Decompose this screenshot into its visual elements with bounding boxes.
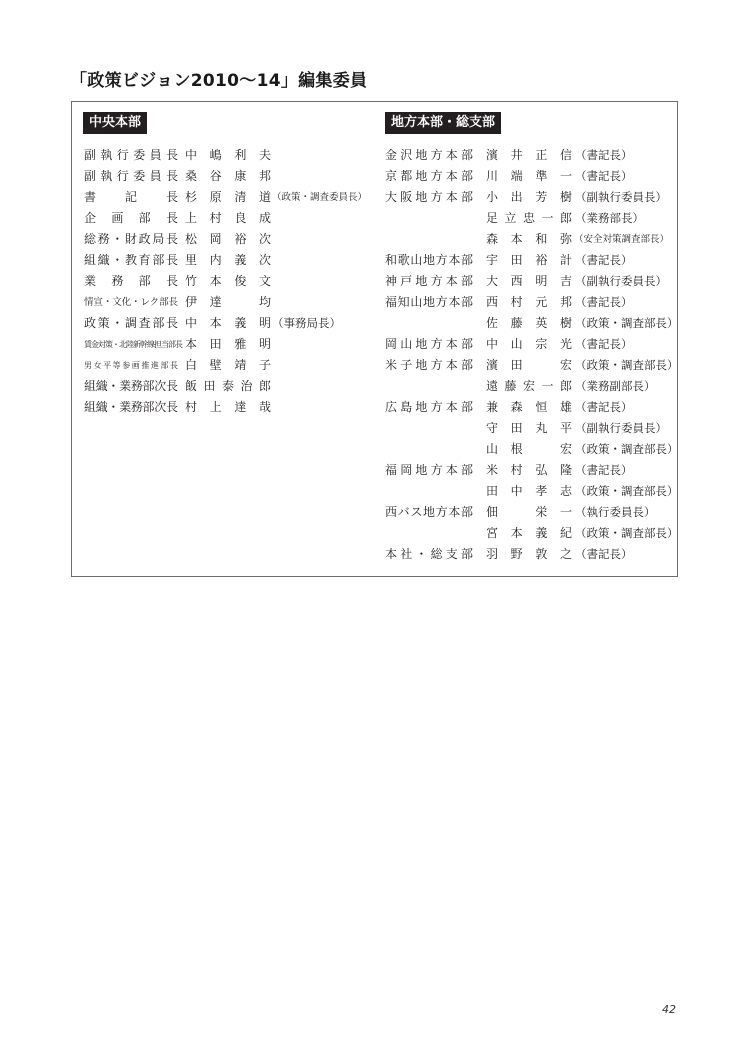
member-name: 佃 栄一 bbox=[486, 505, 585, 519]
member-name: 大西明吉 bbox=[486, 274, 585, 288]
member-name: 上村良成 bbox=[185, 211, 284, 225]
central-row bbox=[84, 355, 374, 376]
member-note: （業務副部長） bbox=[575, 379, 656, 393]
member-name: 白壁靖子 bbox=[185, 358, 284, 372]
member-note: （書記長） bbox=[575, 253, 633, 267]
role-label: 業務部長 bbox=[84, 274, 194, 288]
regional-row bbox=[385, 439, 679, 460]
member-name: 川端準一 bbox=[486, 169, 585, 183]
member-name: 本田雅明 bbox=[185, 337, 284, 351]
central-row bbox=[84, 208, 374, 229]
central-row bbox=[84, 334, 374, 355]
role-label: 男女平等参画推進部長 bbox=[84, 361, 180, 370]
member-note: （書記長） bbox=[575, 400, 633, 414]
member-note: （政策・調査部長） bbox=[575, 316, 679, 330]
central-row bbox=[84, 166, 374, 187]
member-note: （書記長） bbox=[575, 463, 633, 477]
member-note: （政策・調査部長） bbox=[575, 526, 679, 540]
role-label: 組織・業務部次長 bbox=[84, 400, 178, 414]
regional-row bbox=[385, 481, 679, 502]
role-label: 京都地方本部 bbox=[385, 169, 477, 183]
regional-row bbox=[385, 208, 675, 229]
role-label: 組織・教育部長 bbox=[84, 253, 180, 267]
member-note: （書記長） bbox=[575, 337, 633, 351]
member-note: （安全対策調査部長） bbox=[574, 234, 670, 245]
regional-row bbox=[385, 460, 675, 481]
regional-row bbox=[385, 187, 675, 208]
regional-row bbox=[385, 502, 675, 523]
member-name: 小出芳樹 bbox=[486, 190, 585, 204]
member-note: （政策・調査部長） bbox=[575, 484, 679, 498]
member-note: （書記長） bbox=[575, 169, 633, 183]
role-label: 岡山地方本部 bbox=[385, 337, 477, 351]
role-label: 米子地方本部 bbox=[385, 358, 477, 372]
role-label: 総務・財政局長 bbox=[84, 232, 180, 246]
member-name: 田中孝志 bbox=[486, 484, 585, 498]
role-label: 政策・調査部長 bbox=[84, 316, 180, 330]
central-row bbox=[84, 145, 374, 166]
member-note: （政策・調査部長） bbox=[575, 442, 679, 456]
member-note: （政策・調査部長） bbox=[575, 358, 679, 372]
regional-row bbox=[385, 544, 675, 565]
member-name: 米村弘隆 bbox=[486, 463, 585, 477]
member-name: 杉原清道 bbox=[185, 190, 284, 204]
member-name: 飯田泰治郎 bbox=[185, 379, 278, 393]
member-name: 竹本俊文 bbox=[185, 274, 284, 288]
regional-row bbox=[385, 313, 679, 334]
member-name: 足立忠一郎 bbox=[486, 211, 579, 225]
regional-row bbox=[385, 271, 675, 292]
member-name: 村上達哉 bbox=[185, 400, 284, 414]
regional-row bbox=[385, 292, 675, 313]
role-label: 金沢地方本部 bbox=[385, 148, 477, 162]
central-row bbox=[84, 292, 374, 313]
member-name: 中山宗光 bbox=[486, 337, 585, 351]
member-note: （副執行委員長） bbox=[575, 274, 667, 288]
regional-row bbox=[385, 397, 675, 418]
regional-row bbox=[385, 355, 679, 376]
role-label: 副執行委員長 bbox=[84, 148, 183, 162]
member-note: （事務局長） bbox=[272, 316, 341, 330]
regional-row bbox=[385, 523, 679, 544]
role-label: 大阪地方本部 bbox=[385, 190, 477, 204]
section-heading-regional: 地方本部・総支部 bbox=[385, 112, 501, 134]
page-number: 42 bbox=[662, 1003, 676, 1016]
central-row bbox=[84, 250, 374, 271]
member-name: 佐藤英樹 bbox=[486, 316, 585, 330]
central-row bbox=[84, 397, 374, 418]
member-name: 遠藤宏一郎 bbox=[486, 379, 579, 393]
role-label: 福知山地方本部 bbox=[385, 295, 474, 309]
role-label: 神戸地方本部 bbox=[385, 274, 477, 288]
section-heading-central: 中央本部 bbox=[83, 112, 147, 134]
regional-row bbox=[385, 250, 675, 271]
member-note: （執行委員長） bbox=[575, 505, 656, 519]
regional-row bbox=[385, 376, 675, 397]
role-label: 情宣・文化・レク部長 bbox=[84, 297, 178, 308]
role-label: 広島地方本部 bbox=[385, 400, 477, 414]
central-row bbox=[84, 376, 374, 397]
member-name: 濱田 宏 bbox=[486, 358, 585, 372]
central-row bbox=[84, 229, 374, 250]
member-name: 兼森恒雄 bbox=[486, 400, 585, 414]
member-name: 守田丸平 bbox=[486, 421, 585, 435]
role-label: 賃金対策・北陸新幹線担当部長 bbox=[84, 340, 182, 349]
member-name: 里内義次 bbox=[185, 253, 284, 267]
central-row bbox=[84, 271, 374, 292]
member-name: 西村元邦 bbox=[486, 295, 585, 309]
member-note: （書記長） bbox=[575, 547, 633, 561]
role-label: 組織・業務部次長 bbox=[84, 379, 178, 393]
member-note: （業務部長） bbox=[575, 211, 644, 225]
central-row bbox=[84, 187, 374, 208]
member-name: 桑谷康邦 bbox=[185, 169, 284, 183]
role-label: 書記長 bbox=[84, 190, 207, 204]
member-name: 宮本義紀 bbox=[486, 526, 585, 540]
member-note: （政策・調査委員長） bbox=[272, 192, 368, 203]
regional-row bbox=[385, 334, 675, 355]
member-note: （書記長） bbox=[575, 295, 633, 309]
member-name: 山根 宏 bbox=[486, 442, 585, 456]
page-title: 「政策ビジョン2010〜14」編集委員 bbox=[70, 71, 368, 91]
member-name: 中嶋利夫 bbox=[185, 148, 284, 162]
role-label: 本社・総支部 bbox=[385, 547, 477, 561]
regional-row bbox=[385, 418, 675, 439]
member-name: 濱井正信 bbox=[486, 148, 585, 162]
member-name: 羽野敦之 bbox=[486, 547, 585, 561]
member-note: （書記長） bbox=[575, 148, 633, 162]
central-row bbox=[84, 313, 374, 334]
role-label: 副執行委員長 bbox=[84, 169, 183, 183]
member-name: 松岡裕次 bbox=[185, 232, 284, 246]
member-note: （副執行委員長） bbox=[575, 421, 667, 435]
role-label: 企画部長 bbox=[84, 211, 194, 225]
regional-row bbox=[385, 166, 675, 187]
member-name: 中本義明 bbox=[185, 316, 284, 330]
role-label: 西バス地方本部 bbox=[385, 505, 474, 519]
committee-frame bbox=[71, 101, 678, 577]
member-name: 伊達 均 bbox=[185, 295, 284, 309]
role-label: 和歌山地方本部 bbox=[385, 253, 474, 267]
member-note: （副執行委員長） bbox=[575, 190, 667, 204]
role-label: 福岡地方本部 bbox=[385, 463, 477, 477]
regional-row bbox=[385, 229, 675, 250]
member-name: 森本和弥 bbox=[486, 232, 585, 246]
member-name: 宇田裕計 bbox=[486, 253, 585, 267]
regional-row bbox=[385, 145, 675, 166]
